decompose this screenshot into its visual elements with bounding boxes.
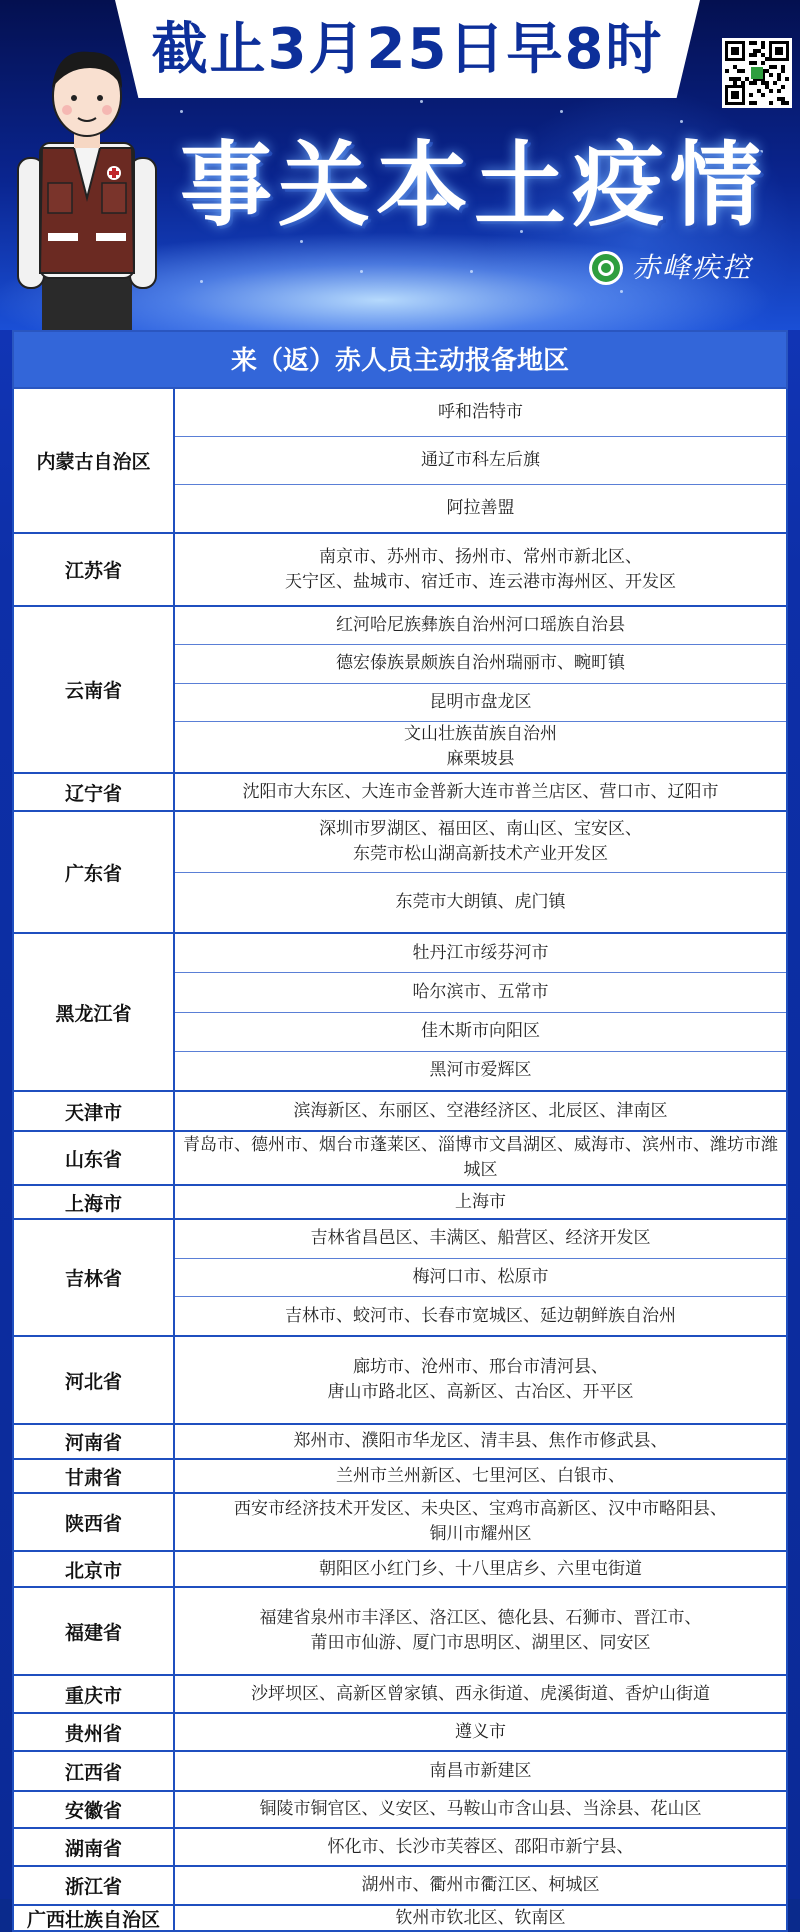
province-name: 云南省 xyxy=(12,607,175,772)
area-cell: 德宏傣族景颇族自治州瑞丽市、畹町镇 xyxy=(175,645,786,683)
area-cell: 呼和浩特市 xyxy=(175,389,786,437)
header-banner-area xyxy=(0,0,800,330)
province-row xyxy=(12,1588,788,1676)
province-row xyxy=(12,1092,788,1132)
report-regions-table xyxy=(12,330,788,1932)
province-row xyxy=(12,534,788,607)
province-name: 陕西省 xyxy=(12,1494,175,1550)
area-cell: 上海市 xyxy=(455,1191,506,1212)
province-name: 吉林省 xyxy=(12,1220,175,1335)
province-row xyxy=(12,1132,788,1186)
province-name: 天津市 xyxy=(12,1092,175,1130)
province-row xyxy=(12,607,788,774)
area-cells xyxy=(175,934,788,1090)
area-cell: 滨海新区、东丽区、空港经济区、北辰区、津南区 xyxy=(293,1100,668,1121)
area-cell: 钦州市钦北区、钦南区 xyxy=(395,1908,566,1928)
province-row xyxy=(12,1792,788,1829)
star-dot xyxy=(680,120,683,123)
star-dot xyxy=(620,290,623,293)
province-name: 福建省 xyxy=(12,1588,175,1674)
province-row xyxy=(12,1220,788,1337)
area-cell: 阿拉善盟 xyxy=(446,498,515,518)
area-cells xyxy=(175,1752,788,1790)
area-cells xyxy=(175,774,788,810)
area-cells xyxy=(175,1132,788,1184)
area-cells xyxy=(175,1829,788,1865)
province-name: 甘肃省 xyxy=(12,1460,175,1492)
area-cell: 深圳市罗湖区、福田区、南山区、宝安区、 东莞市松山湖高新技术产业开发区 xyxy=(175,812,786,873)
province-name: 上海市 xyxy=(12,1186,175,1218)
province-name: 辽宁省 xyxy=(12,774,175,810)
area-cells xyxy=(175,1867,788,1904)
star-dot xyxy=(300,240,303,243)
province-row xyxy=(12,389,788,534)
province-row xyxy=(12,1494,788,1552)
province-name: 江西省 xyxy=(12,1752,175,1790)
area-cell: 吉林省昌邑区、丰满区、船营区、经济开发区 xyxy=(175,1220,786,1259)
star-dot xyxy=(560,110,563,113)
province-name: 广西壮族自治区 xyxy=(12,1906,175,1930)
area-cell: 昆明市盘龙区 xyxy=(175,684,786,722)
table-body xyxy=(12,389,788,1932)
area-cell: 吉林市、蛟河市、长春市宽城区、延边朝鲜族自治州 xyxy=(285,1305,676,1326)
area-cell: 遵义市 xyxy=(455,1721,506,1742)
area-cells xyxy=(175,1792,788,1827)
area-cell: 红河哈尼族彝族自治州河口瑶族自治县 xyxy=(175,607,786,645)
area-cell: 青岛市、德州市、烟台市蓬莱区、淄博市文昌湖区、威海市、滨州市、潍坊市潍城区 xyxy=(183,1135,778,1180)
area-cell: 福建省泉州市丰泽区、洛江区、德化县、石狮市、晋江市、 莆田市仙游、厦门市思明区、湖里区、同安区 xyxy=(259,1608,702,1653)
star-dot xyxy=(420,100,423,103)
province-name: 贵州省 xyxy=(12,1714,175,1750)
area-cells xyxy=(175,1588,788,1674)
area-cell: 怀化市、长沙市芙蓉区、邵阳市新宁县、 xyxy=(327,1836,634,1857)
area-cell: 西安市经济技术开发区、未央区、宝鸡市高新区、汉中市略阳县、 铜川市耀州区 xyxy=(234,1499,727,1544)
area-cell: 通辽市科左后旗 xyxy=(175,437,786,485)
area-cell: 沙坪坝区、高新区曾家镇、西永街道、虎溪街道、香炉山街道 xyxy=(251,1683,710,1704)
area-cell: 佳木斯市向阳区 xyxy=(175,1013,786,1052)
area-cell: 哈尔滨市、五常市 xyxy=(175,973,786,1012)
area-cell: 东莞市大朗镇、虎门镇 xyxy=(395,891,566,912)
cdc-logo-text: 赤峰疾控 xyxy=(632,251,753,284)
area-cells xyxy=(175,1220,788,1335)
area-cell: 铜陵市铜官区、义安区、马鞍山市含山县、当涂县、花山区 xyxy=(259,1799,702,1819)
area-cell: 沈阳市大东区、大连市金普新大连市普兰店区、营口市、辽阳市 xyxy=(242,781,719,802)
area-cell: 文山壮族苗族自治州 麻栗坡县 xyxy=(404,723,557,769)
area-cells xyxy=(175,389,788,532)
province-name: 江苏省 xyxy=(12,534,175,605)
province-name: 安徽省 xyxy=(12,1792,175,1827)
province-name: 河北省 xyxy=(12,1337,175,1423)
province-row xyxy=(12,1460,788,1494)
area-cells xyxy=(175,534,788,605)
area-cells xyxy=(175,1552,788,1586)
province-row xyxy=(12,934,788,1092)
province-row xyxy=(12,1186,788,1220)
page-title: 事关本土疫情 xyxy=(180,131,769,239)
area-cell: 湖州市、衢州市衢江区、柯城区 xyxy=(361,1875,600,1895)
area-cells xyxy=(175,607,788,772)
province-row xyxy=(12,812,788,934)
star-dot xyxy=(470,270,473,273)
area-cell: 兰州市兰州新区、七里河区、白银市、 xyxy=(336,1465,625,1486)
area-cell: 南京市、苏州市、扬州市、常州市新北区、 天宁区、盐城市、宿迁市、连云港市海州区、开发区 xyxy=(285,546,676,592)
area-cell: 黑河市爱辉区 xyxy=(429,1060,532,1081)
table-title: 来（返）赤人员主动报备地区 xyxy=(12,330,788,389)
province-row xyxy=(12,1906,788,1932)
star-dot xyxy=(360,270,363,273)
star-dot xyxy=(200,280,203,283)
area-cells xyxy=(175,1337,788,1423)
province-name: 浙江省 xyxy=(12,1867,175,1904)
area-cells xyxy=(175,1676,788,1712)
province-name: 北京市 xyxy=(12,1552,175,1586)
province-row xyxy=(12,1752,788,1792)
area-cells xyxy=(175,1460,788,1492)
area-cell: 牡丹江市绥芬河市 xyxy=(175,934,786,973)
area-cells xyxy=(175,1092,788,1130)
province-row xyxy=(12,1552,788,1588)
province-row xyxy=(12,1425,788,1460)
area-cells xyxy=(175,1714,788,1750)
health-worker-mascot xyxy=(12,38,162,330)
province-name: 广东省 xyxy=(12,812,175,932)
area-cells xyxy=(175,1906,788,1930)
province-name: 内蒙古自治区 xyxy=(12,389,175,532)
province-name: 重庆市 xyxy=(12,1676,175,1712)
area-cells xyxy=(175,1186,788,1218)
province-row xyxy=(12,774,788,812)
area-cells xyxy=(175,1494,788,1550)
cdc-logo-icon xyxy=(588,250,624,286)
area-cell: 郑州市、濮阳市华龙区、清丰县、焦作市修武县、 xyxy=(293,1431,668,1451)
province-name: 湖南省 xyxy=(12,1829,175,1865)
date-banner-text: 截止3月25日早8时 xyxy=(151,17,664,82)
province-name: 河南省 xyxy=(12,1425,175,1458)
province-row xyxy=(12,1714,788,1752)
area-cell: 南昌市新建区 xyxy=(429,1760,532,1781)
area-cell: 廊坊市、沧州市、邢台市清河县、 唐山市路北区、高新区、古冶区、开平区 xyxy=(327,1357,634,1402)
area-cell: 朝阳区小红门乡、十八里店乡、六里屯街道 xyxy=(319,1558,642,1579)
area-cells xyxy=(175,1425,788,1458)
area-cells xyxy=(175,812,788,932)
qr-code-icon xyxy=(722,38,792,108)
province-row xyxy=(12,1829,788,1867)
province-row xyxy=(12,1867,788,1906)
star-dot xyxy=(180,110,183,113)
area-cell: 梅河口市、松原市 xyxy=(175,1259,786,1298)
province-row xyxy=(12,1676,788,1714)
province-name: 黑龙江省 xyxy=(12,934,175,1090)
province-name: 山东省 xyxy=(12,1132,175,1184)
province-row xyxy=(12,1337,788,1425)
